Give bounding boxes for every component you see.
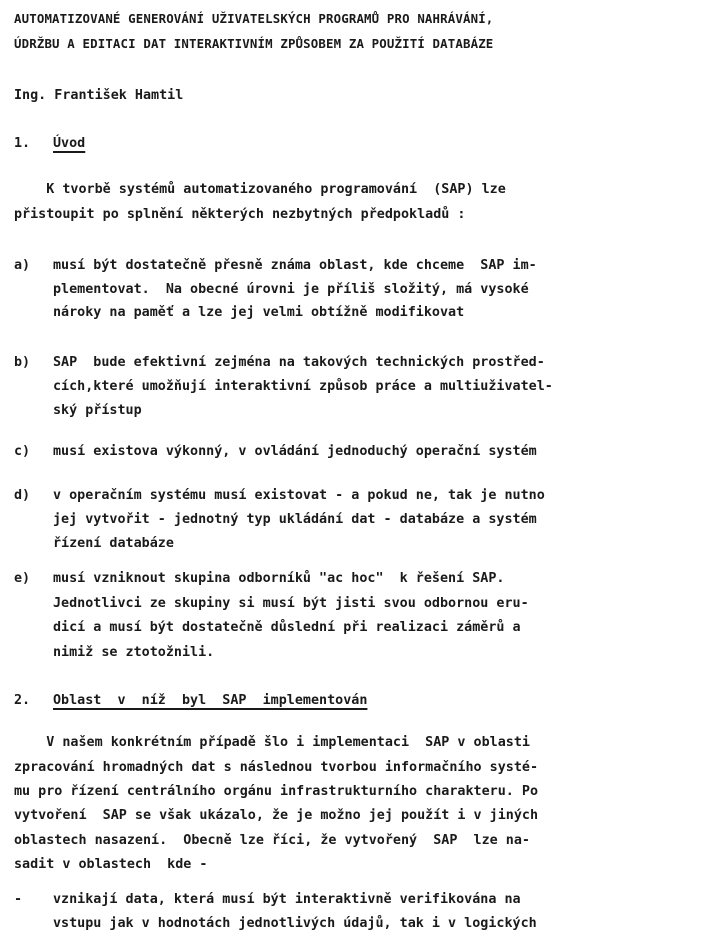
list-item-marker-b: b) [14, 355, 31, 370]
paragraph-line-2: zpracování hromadných dat s následnou tvorbou informačního systé- [14, 760, 539, 775]
paragraph-line-5: oblastech nasazení. Obecně lze říci, že vytvořený SAP lze na- [14, 833, 530, 848]
list-item-c-line-1: musí existova výkonný, v ovládání jednoduchý operační systém [53, 444, 537, 459]
paragraph-line-3: mu pro řízení centrálního orgánu infrastrukturního charakteru. Po [14, 784, 539, 799]
paragraph-line-4: vytvoření SAP se však ukázalo, že je možno jej použít i v jiných [14, 808, 539, 823]
list-item-marker-a: a) [14, 258, 31, 273]
document-title-line-1: AUTOMATIZOVANÉ GENEROVÁNÍ UŽIVATELSKÝCH PROGRAMŮ PRO NAHRÁVÁNÍ, [14, 11, 494, 26]
list-item-d-line-1: v operačním systému musí existovat - a pokud ne, tak je nutno [53, 488, 545, 503]
bullet-line-1: vznikají data, která musí být interaktivně verifikována na [53, 892, 521, 907]
bullet-line-2: vstupu jak v hodnotách jednotlivých údajů, tak i v logických [53, 916, 537, 931]
list-item-b-line-1: SAP bude efektivní zejména na takových technických prostřed- [53, 355, 545, 370]
intro-line-2: přistoupit po splnění některých nezbytných předpokladů : [14, 207, 466, 222]
list-item-marker-c: c) [14, 444, 31, 459]
list-item-e-line-2: Jednotlivci ze skupiny si musí být jisti svou odbornou eru- [53, 596, 529, 611]
section-2-number: 2. [14, 693, 31, 708]
author-name: Ing. František Hamtil [14, 88, 184, 103]
list-item-b-line-3: ský přístup [53, 403, 142, 418]
list-item-a-line-1: musí být dostatečně přesně známa oblast, kde chceme SAP im- [53, 258, 537, 273]
bullet-dash-marker: - [14, 892, 23, 907]
document-title-line-2: ÚDRŽBU A EDITACI DAT INTERAKTIVNÍM ZPŮSOBEM ZA POUŽITÍ DATABÁZE [14, 36, 494, 51]
section-1-number: 1. [14, 136, 31, 151]
section-1-heading: Úvod [53, 136, 86, 151]
list-item-d-line-2: jej vytvořit - jednotný typ ukládání dat - databáze a systém [53, 512, 537, 527]
section-2-heading: Oblast v níž byl SAP implementován [53, 693, 368, 708]
list-item-marker-d: d) [14, 488, 31, 503]
list-item-marker-e: e) [14, 571, 31, 586]
list-item-b-line-2: cích,které umožňují interaktivní způsob práce a multiuživatel- [53, 379, 553, 394]
list-item-a-line-2: plementovat. Na obecné úrovni je příliš složitý, má vysoké [53, 282, 529, 297]
list-item-d-line-3: řízení databáze [53, 536, 174, 551]
list-item-e-line-1: musí vzniknout skupina odborníků "ac hoc" k řešení SAP. [53, 571, 505, 586]
list-item-e-line-4: nimiž se ztotožnili. [53, 645, 215, 660]
paragraph-line-6: sadit v oblastech kde - [14, 857, 208, 872]
intro-line-1: K tvorbě systémů automatizovaného programování (SAP) lze [14, 182, 506, 197]
list-item-e-line-3: dicí a musí být dostatečně důslední při realizaci záměrů a [53, 620, 521, 635]
paragraph-line-1: V našem konkrétním případě šlo i implementaci SAP v oblasti [14, 735, 530, 750]
list-item-a-line-3: nároky na paměť a lze jej velmi obtížně modifikovat [53, 305, 465, 320]
